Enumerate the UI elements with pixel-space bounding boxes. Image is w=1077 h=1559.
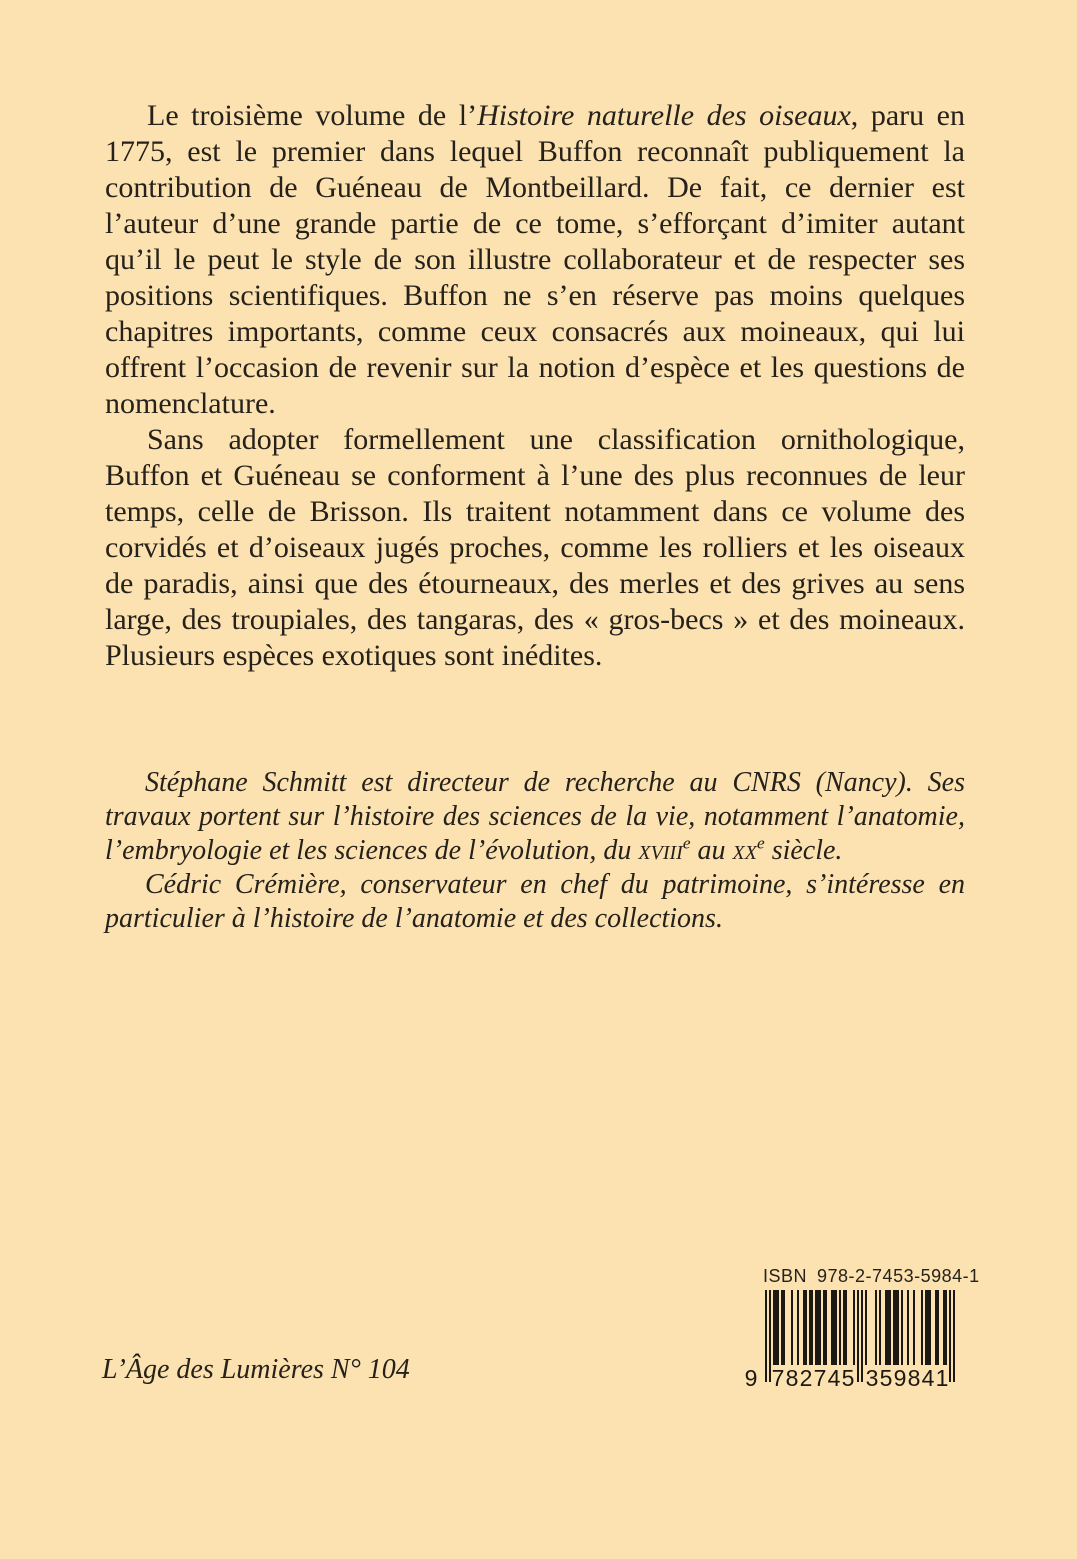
- svg-text:4: 4: [921, 1365, 935, 1391]
- synopsis-paragraph-2: Sans adopter formellement une classification ornithologique, Buffon et Guéneau se conforment à l’une des plus reconnues de leur temps, celle de Brisson. Ils traitent notamment dans ce volume des corvidés et d’oiseaux jugés proches, comme les rolliers et les oiseaux de paradis, ainsi que des étourneaux, des merles et des grives au sens large, des troupiales, des tangaras, des « gros-becs » et des moineaux. Plusieurs espèces exotiques sont inédites.: [105, 423, 965, 672]
- isbn-line: [741, 1266, 980, 1287]
- svg-text:3: 3: [865, 1365, 879, 1391]
- svg-text:5: 5: [841, 1365, 855, 1391]
- isbn-number: 978-2-7453-5984-1: [817, 1266, 980, 1286]
- svg-text:4: 4: [827, 1365, 841, 1391]
- svg-text:1: 1: [935, 1365, 949, 1391]
- svg-text:9: 9: [893, 1365, 907, 1391]
- synopsis-paragraph-1: Le troisième volume de l’Histoire naturelle des oiseaux, paru en 1775, est le premier dans lequel Buffon reconnaît publiquement la contribution de Guéneau de Montbeillard. De fait, ce dernier est l’auteur d’une grande partie de ce tome, s’efforçant d’imiter autant qu’il le peut le style de son illustre collaborateur et de respecter ses positions scientifiques. Buffon ne s’en réserve pas moins quelques chapitres importants, comme ceux consacrés aux moineaux, qui lui offrent l’occasion de revenir sur la notion d’espèce et les questions de nomenclature.: [105, 99, 965, 420]
- isbn-label: ISBN: [763, 1266, 808, 1286]
- author-bios: [105, 766, 965, 936]
- svg-text:7: 7: [813, 1365, 827, 1391]
- svg-text:2: 2: [799, 1365, 813, 1391]
- barcode: [741, 1266, 980, 1392]
- series-title: L’Âge des Lumières N° 104: [102, 1354, 410, 1385]
- svg-text:8: 8: [785, 1365, 799, 1391]
- bio-paragraph-cremiere: Cédric Crémière, conservateur en chef du patrimoine, s’intéresse en particulier à l’histoire de l’anatomie et des collections.: [105, 869, 965, 934]
- svg-text:8: 8: [907, 1365, 921, 1391]
- synopsis-text: [105, 98, 965, 674]
- svg-text:7: 7: [771, 1365, 785, 1391]
- ean13-barcode: [741, 1290, 961, 1392]
- svg-text:9: 9: [744, 1365, 758, 1391]
- svg-text:5: 5: [879, 1365, 893, 1391]
- bio-paragraph-schmitt: Stéphane Schmitt est directeur de recherche au CNRS (Nancy). Ses travaux portent sur l’histoire des sciences de la vie, notamment l’anatomie, l’embryologie et les sciences de l’évolution, du xviii$^e$ au $xx^e$ siècle.: [105, 767, 965, 866]
